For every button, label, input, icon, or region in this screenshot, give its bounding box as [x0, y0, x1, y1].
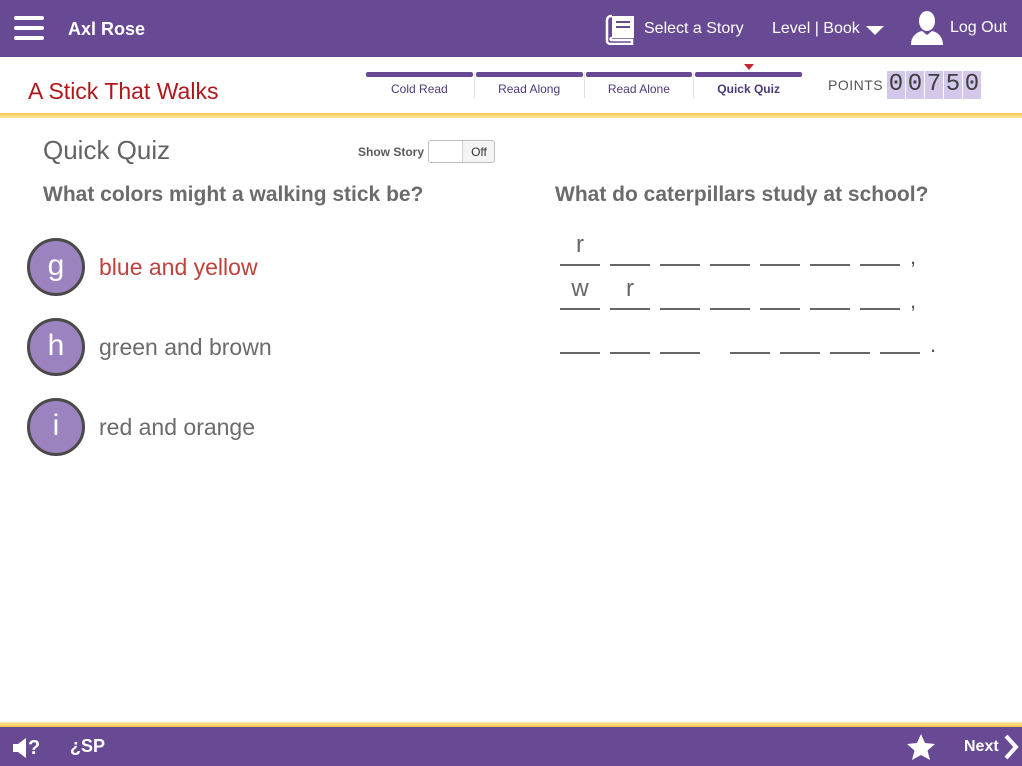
letter-blank[interactable] — [880, 318, 920, 354]
letter-blank[interactable]: r — [610, 274, 650, 310]
level-book-dropdown[interactable] — [772, 12, 884, 46]
tab-label: Cold Read — [391, 82, 448, 96]
select-story-label: Select a Story — [644, 20, 744, 37]
show-story-label: Show Story — [358, 145, 425, 159]
letter-blank[interactable] — [780, 318, 820, 354]
letter-blank[interactable]: w — [560, 274, 600, 310]
points-digit: 7 — [926, 71, 942, 98]
points-label: POINTS — [828, 77, 884, 93]
title-divider — [0, 113, 1022, 118]
letter-blank[interactable] — [810, 230, 850, 266]
letter-blank[interactable] — [830, 318, 870, 354]
option-text: green and brown — [99, 333, 272, 360]
top-navigation-bar — [0, 0, 1022, 57]
audio-help-label: ? — [28, 736, 41, 759]
letter-blank[interactable] — [860, 230, 900, 266]
option-text: red and orange — [99, 413, 256, 440]
toggle-state: Off — [471, 145, 487, 159]
log-out-button[interactable] — [910, 10, 1007, 46]
points-digit: 0 — [907, 71, 923, 98]
letter-blank[interactable] — [660, 318, 700, 354]
letter-blank[interactable] — [560, 318, 600, 354]
answer-option-g[interactable] — [27, 237, 258, 297]
speaker-icon — [12, 737, 28, 759]
letter-blank[interactable] — [760, 230, 800, 266]
tab-label: Quick Quiz — [717, 82, 780, 96]
book-icon — [604, 13, 638, 45]
option-letter-badge: h — [27, 318, 85, 376]
tab-quick-quiz[interactable] — [693, 72, 803, 98]
answer-option-i[interactable] — [27, 397, 255, 457]
chevron-right-icon — [1003, 734, 1019, 760]
level-book-label: Level | Book — [772, 20, 860, 37]
row-punctuation: . — [930, 332, 937, 357]
option-letter-badge: g — [27, 238, 85, 296]
tab-label: Read Alone — [607, 82, 670, 96]
next-button[interactable] — [964, 733, 1019, 761]
toggle-knob — [429, 141, 463, 162]
letter-blank[interactable] — [860, 274, 900, 310]
tab-read-alone[interactable] — [584, 72, 694, 98]
log-out-label: Log Out — [950, 19, 1007, 36]
next-label: Next — [964, 738, 999, 755]
letter-blank[interactable] — [610, 230, 650, 266]
letter-blank[interactable] — [610, 318, 650, 354]
points-digit: 0 — [964, 71, 980, 98]
letter-blank[interactable] — [810, 274, 850, 310]
user-icon — [910, 10, 944, 46]
row-punctuation: , — [910, 288, 917, 313]
option-letter-badge: i — [27, 398, 85, 456]
question-colors: What colors might a walking stick be? — [43, 183, 424, 206]
points-counter — [887, 71, 982, 99]
tab-read-along[interactable] — [474, 72, 584, 98]
option-text: blue and yellow — [99, 253, 258, 280]
spanish-toggle-button[interactable]: ¿SP — [70, 736, 106, 756]
letter-blank[interactable] — [760, 274, 800, 310]
star-icon[interactable] — [906, 733, 936, 761]
points-digit: 5 — [945, 71, 961, 98]
audio-help-button[interactable] — [12, 735, 40, 761]
letter-blank[interactable]: r — [560, 230, 600, 266]
active-tab-marker-icon — [744, 64, 754, 70]
user-name: Axl Rose — [68, 19, 146, 39]
menu-icon[interactable] — [14, 16, 44, 40]
points-digit: 0 — [888, 71, 904, 98]
answer-option-h[interactable] — [27, 317, 272, 377]
tab-cold-read[interactable] — [365, 72, 474, 98]
show-story-toggle[interactable] — [428, 140, 495, 163]
select-story-button[interactable] — [604, 12, 744, 46]
letter-blank[interactable] — [730, 318, 770, 354]
question-riddle: What do caterpillars study at school? — [555, 183, 929, 206]
tab-label: Read Along — [498, 82, 561, 96]
chevron-down-icon — [866, 26, 884, 35]
letter-blank[interactable] — [660, 274, 700, 310]
letter-blank[interactable] — [710, 274, 750, 310]
letter-blank[interactable] — [660, 230, 700, 266]
story-title: A Stick That Walks — [28, 78, 219, 104]
page-title: Quick Quiz — [43, 135, 171, 165]
row-punctuation: , — [910, 244, 917, 269]
activity-tabs — [365, 72, 803, 98]
letter-blank[interactable] — [710, 230, 750, 266]
bottom-toolbar — [0, 727, 1022, 766]
